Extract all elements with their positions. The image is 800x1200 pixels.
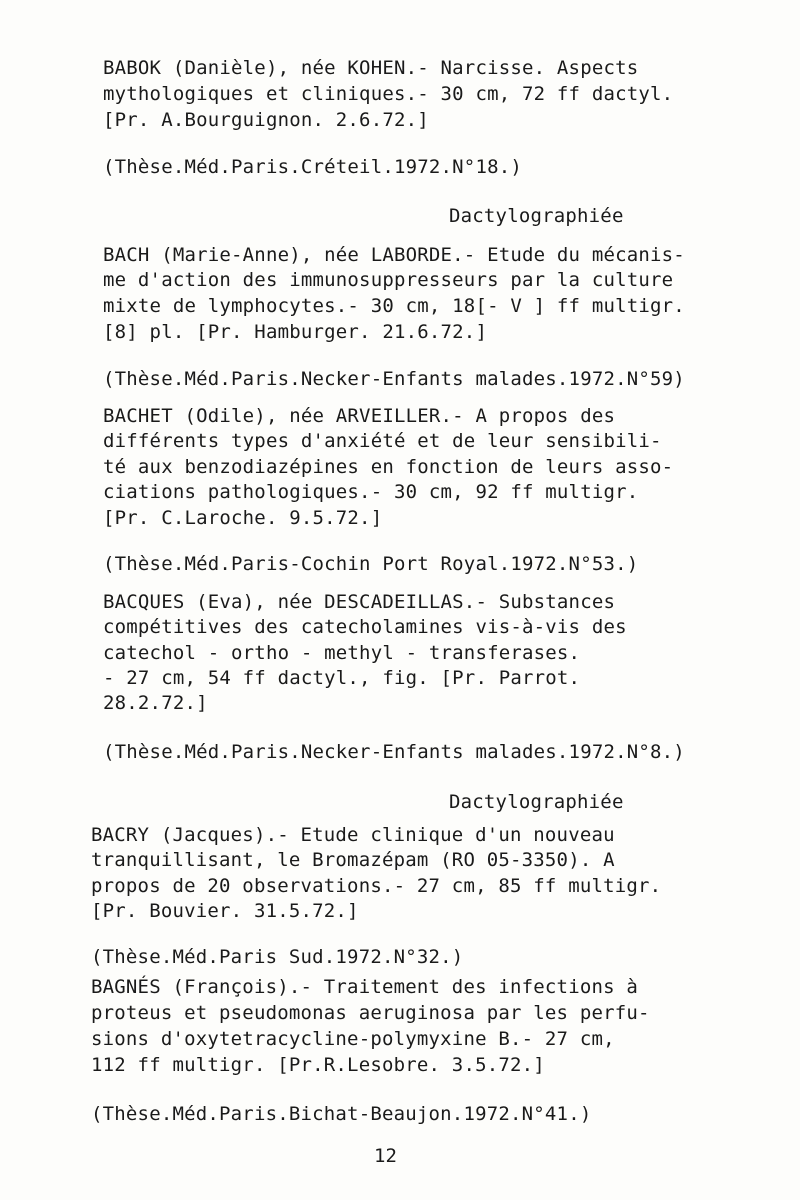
entry-line: 28.2.72.] bbox=[103, 692, 208, 714]
entry-source: (Thèse.Méd.Paris.Necker-Enfants malades.1972.N°8.) bbox=[103, 741, 685, 763]
entry-line: mythologiques et cliniques.- 30 cm, 72 ff dactyl. bbox=[103, 83, 674, 105]
entry-line: [Pr. C.Laroche. 9.5.72.] bbox=[103, 507, 383, 529]
entry-note: Dactylographiée bbox=[449, 205, 624, 227]
entry-line: ciations pathologiques.- 30 cm, 92 ff multigr. bbox=[103, 481, 639, 503]
entry-line: té aux benzodiazépines en fonction de leurs asso- bbox=[103, 456, 674, 478]
entry-line: sions d'oxytetracycline-polymyxine B.- 27 cm, bbox=[91, 1028, 615, 1050]
entry-source: (Thèse.Méd.Paris-Cochin Port Royal.1972.N°53.) bbox=[103, 553, 639, 575]
entry-line: - 27 cm, 54 ff dactyl., fig. [Pr. Parrot. bbox=[103, 667, 581, 689]
entry-line: BACH (Marie-Anne), née LABORDE.- Etude du mécanis- bbox=[103, 244, 685, 266]
entry-line: [Pr. Bouvier. 31.5.72.] bbox=[91, 900, 359, 922]
entry-line: propos de 20 observations.- 27 cm, 85 ff multigr. bbox=[91, 875, 662, 897]
entry-line: proteus et pseudomonas aeruginosa par les perfu- bbox=[91, 1002, 650, 1024]
entry-line: mixte de lymphocytes.- 30 cm, 18[- V ] ff multigr. bbox=[103, 295, 685, 317]
entry-line: catechol - ortho - methyl - transferases. bbox=[103, 642, 581, 664]
entry-line: BACQUES (Eva), née DESCADEILLAS.- Substances bbox=[103, 591, 616, 613]
entry-note: Dactylographiée bbox=[449, 791, 624, 813]
entry-source: (Thèse.Méd.Paris Sud.1972.N°32.) bbox=[91, 946, 464, 968]
entry-line: me d'action des immunosuppresseurs par la culture bbox=[103, 269, 674, 291]
entry-source: (Thèse.Méd.Paris.Créteil.1972.N°18.) bbox=[103, 156, 523, 178]
entry-line: [8] pl. [Pr. Hamburger. 21.6.72.] bbox=[103, 321, 488, 343]
entry-line: BACRY (Jacques).- Etude clinique d'un nouveau bbox=[91, 824, 615, 846]
entry-line: tranquillisant, le Bromazépam (RO 05-3350). A bbox=[91, 849, 615, 871]
entry-line: différents types d'anxiété et de leur sensibili- bbox=[103, 430, 662, 452]
entry-line: 112 ff multigr. [Pr.R.Lesobre. 3.5.72.] bbox=[91, 1054, 545, 1076]
entry-line: BACHET (Odile), née ARVEILLER.- A propos des bbox=[103, 405, 616, 427]
entry-line: BABOK (Danièle), née KOHEN.- Narcisse. Aspects bbox=[103, 57, 639, 79]
entry-line: compétitives des catecholamines vis-à-vis des bbox=[103, 616, 627, 638]
entry-line: BAGNÉS (François).- Traitement des infections à bbox=[91, 976, 639, 998]
entry-line: [Pr. A.Bourguignon. 2.6.72.] bbox=[103, 109, 429, 131]
entry-source: (Thèse.Méd.Paris.Bichat-Beaujon.1972.N°41.) bbox=[91, 1103, 592, 1125]
page-number: 12 bbox=[374, 1145, 397, 1167]
entry-source: (Thèse.Méd.Paris.Necker-Enfants malades.1972.N°59) bbox=[103, 368, 685, 390]
